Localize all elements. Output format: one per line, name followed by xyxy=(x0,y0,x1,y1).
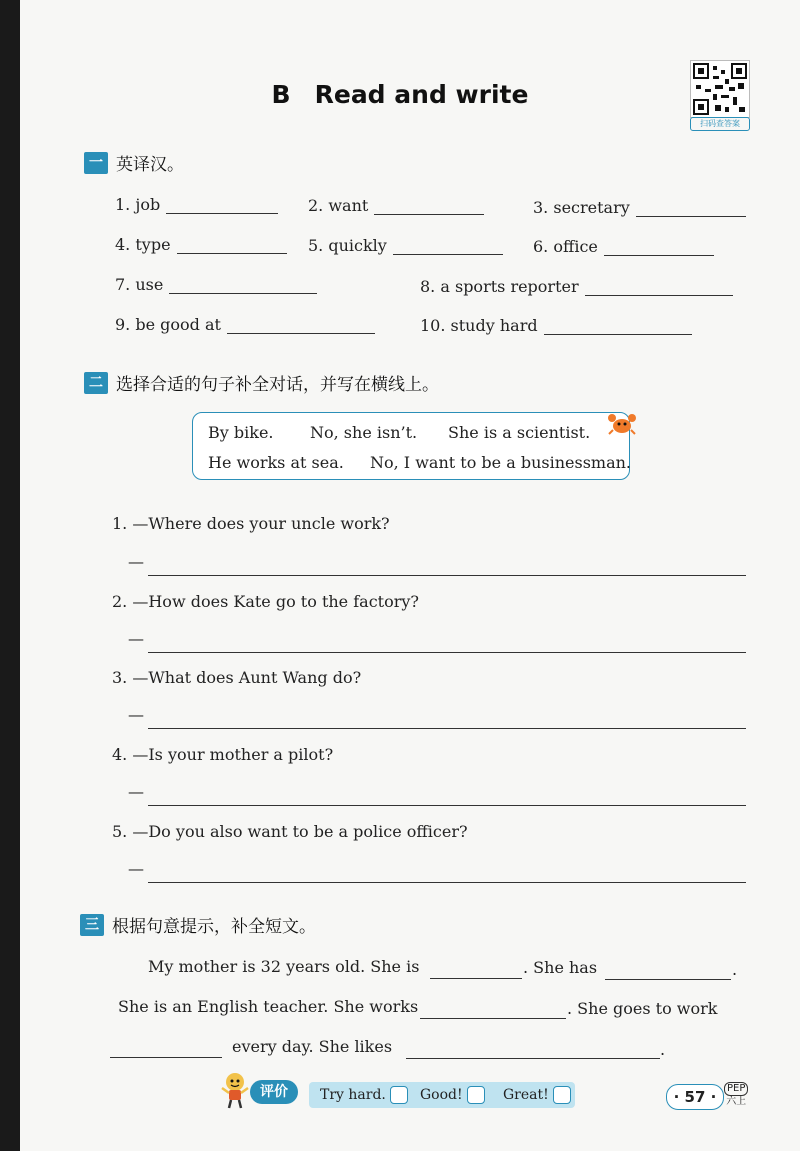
option-1: By bike. xyxy=(208,423,274,442)
answer-blank[interactable] xyxy=(393,238,503,255)
page-title xyxy=(0,80,800,109)
vocab-label: 7. use xyxy=(115,275,164,294)
section-2-heading xyxy=(84,370,439,395)
page-number: · 57 · xyxy=(666,1084,724,1110)
answer-dash: — xyxy=(128,782,144,801)
answer-blank[interactable] xyxy=(585,279,733,296)
vocab-item-8 xyxy=(420,277,733,296)
passage-blank-5[interactable] xyxy=(406,1057,660,1059)
answer-dash: — xyxy=(128,629,144,648)
scan-edge xyxy=(0,0,20,1151)
passage-text-3: . xyxy=(732,960,738,979)
passage-text-6: every day. She likes xyxy=(232,1037,393,1056)
passage-blank-3[interactable] xyxy=(420,1017,566,1019)
vocab-label: 9. be good at xyxy=(115,315,221,334)
vocab-label: 5. quickly xyxy=(308,236,387,255)
evaluation-badge: 评价 xyxy=(250,1080,298,1104)
section-3-number: 三 xyxy=(80,914,104,936)
passage-text-4: She is an English teacher. She works xyxy=(118,997,419,1016)
vocab-item-10 xyxy=(420,316,692,335)
question-2: 2. —How does Kate go to the factory? xyxy=(112,592,419,611)
section-2-number: 二 xyxy=(84,372,108,394)
option-5: No, I want to be a businessman. xyxy=(370,453,632,472)
passage-text-7: . xyxy=(660,1040,666,1059)
crab-icon xyxy=(607,412,637,440)
vocab-label: 2. want xyxy=(308,196,369,215)
vocab-item-4 xyxy=(115,235,287,254)
answer-line-2[interactable] xyxy=(148,651,746,653)
rating-good[interactable] xyxy=(420,1086,485,1104)
section-3-title: 根据句意提示，补全短文。 xyxy=(112,917,316,937)
question-4: 4. —Is your mother a pilot? xyxy=(112,745,334,764)
rating-try-hard[interactable] xyxy=(320,1086,408,1104)
vocab-item-2 xyxy=(308,196,484,215)
passage-text-1: My mother is 32 years old. She is xyxy=(148,957,420,976)
answer-line-3[interactable] xyxy=(148,727,746,729)
title-text: Read and write xyxy=(314,80,529,109)
answer-blank[interactable] xyxy=(374,198,484,215)
answer-dash: — xyxy=(128,552,144,571)
rating-label: Great! xyxy=(503,1087,549,1103)
section-3-heading xyxy=(80,912,316,937)
vocab-item-3 xyxy=(533,198,746,217)
rating-label: Try hard. xyxy=(320,1087,386,1103)
question-5: 5. —Do you also want to be a police officer? xyxy=(112,822,468,841)
vocab-item-7 xyxy=(115,275,317,294)
answer-dash: — xyxy=(128,705,144,724)
option-2: No, she isn’t. xyxy=(310,423,418,442)
qr-label: 扫码查答案 xyxy=(690,117,750,131)
passage-blank-4[interactable] xyxy=(110,1056,222,1058)
answer-blank[interactable] xyxy=(604,239,714,256)
answer-line-1[interactable] xyxy=(148,574,746,576)
answer-blank[interactable] xyxy=(544,318,692,335)
rating-great[interactable] xyxy=(503,1086,571,1104)
edition-bottom: 六上 xyxy=(726,1096,747,1107)
vocab-label: 10. study hard xyxy=(420,316,538,335)
passage-blank-2[interactable] xyxy=(605,978,731,980)
passage-blank-1[interactable] xyxy=(430,977,522,979)
question-1: 1. —Where does your uncle work? xyxy=(112,514,390,533)
edition-label xyxy=(724,1082,748,1108)
passage-text-2: . She has xyxy=(523,958,598,977)
rating-label: Good! xyxy=(420,1087,463,1103)
vocab-item-6 xyxy=(533,237,714,256)
vocab-label: 4. type xyxy=(115,235,171,254)
vocab-label: 3. secretary xyxy=(533,198,630,217)
option-3: She is a scientist. xyxy=(448,423,591,442)
answer-blank[interactable] xyxy=(227,317,375,334)
vocab-item-5 xyxy=(308,236,503,255)
option-4: He works at sea. xyxy=(208,453,344,472)
title-letter: B xyxy=(271,80,291,109)
answer-line-5[interactable] xyxy=(148,881,746,883)
edition-top: PEP xyxy=(724,1082,748,1096)
answer-line-4[interactable] xyxy=(148,804,746,806)
rating-checkbox[interactable] xyxy=(390,1086,408,1104)
answer-blank[interactable] xyxy=(169,277,317,294)
section-2-title: 选择合适的句子补全对话，并写在横线上。 xyxy=(116,375,439,395)
qr-code-icon[interactable] xyxy=(690,60,750,118)
question-3: 3. —What does Aunt Wang do? xyxy=(112,668,362,687)
rating-checkbox[interactable] xyxy=(467,1086,485,1104)
section-1-heading xyxy=(84,150,184,175)
vocab-label: 8. a sports reporter xyxy=(420,277,579,296)
vocab-item-9 xyxy=(115,315,375,334)
passage-text-5: . She goes to work xyxy=(567,999,718,1018)
section-1-number: 一 xyxy=(84,152,108,174)
mascot-icon xyxy=(218,1070,252,1114)
answer-blank[interactable] xyxy=(166,197,278,214)
answer-dash: — xyxy=(128,859,144,878)
rating-checkbox[interactable] xyxy=(553,1086,571,1104)
vocab-item-1 xyxy=(115,195,278,214)
vocab-label: 1. job xyxy=(115,195,161,214)
answer-blank[interactable] xyxy=(636,200,746,217)
vocab-label: 6. office xyxy=(533,237,598,256)
answer-blank[interactable] xyxy=(177,237,287,254)
section-1-title: 英译汉。 xyxy=(116,155,184,175)
